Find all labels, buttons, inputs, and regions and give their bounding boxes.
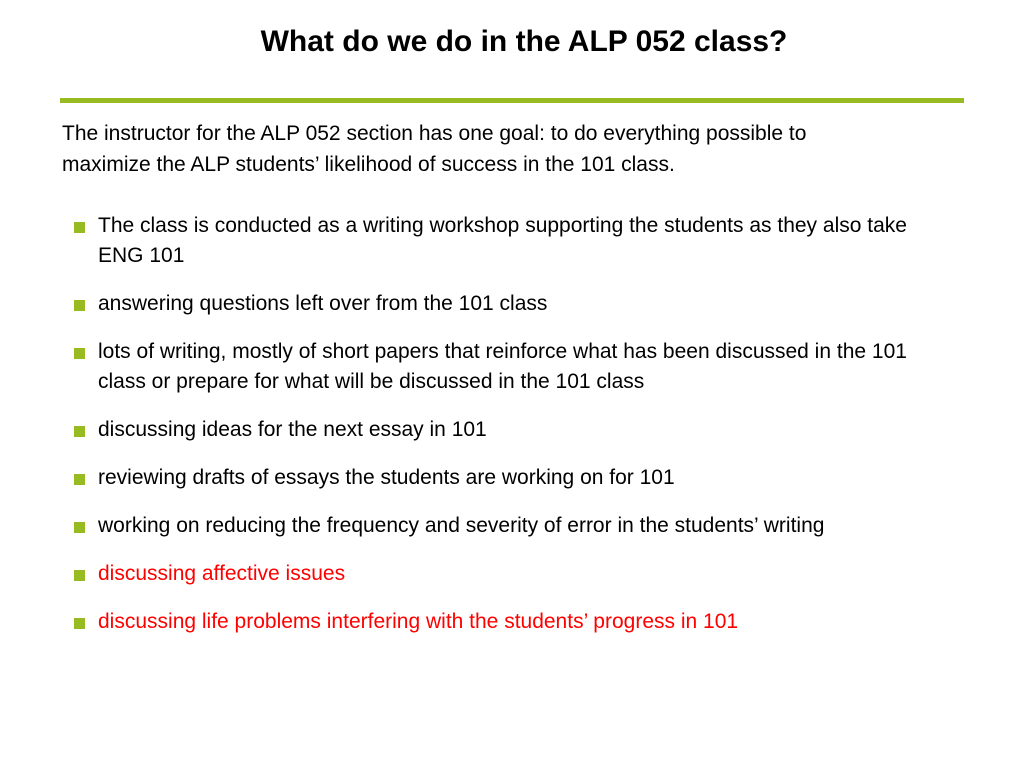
bullet-text: The class is conducted as a writing workshop supporting the students as they also take ENG 101 bbox=[98, 214, 907, 267]
square-bullet-icon bbox=[74, 522, 85, 533]
square-bullet-icon bbox=[74, 222, 85, 233]
square-bullet-icon bbox=[74, 474, 85, 485]
bullet-item bbox=[74, 511, 954, 541]
bullet-item bbox=[74, 289, 954, 319]
square-bullet-icon bbox=[74, 618, 85, 629]
bullet-item bbox=[74, 337, 954, 397]
bullet-text: discussing ideas for the next essay in 101 bbox=[98, 418, 487, 441]
square-bullet-icon bbox=[74, 300, 85, 311]
title-divider bbox=[60, 98, 964, 103]
slide-title: What do we do in the ALP 052 class? bbox=[260, 25, 788, 58]
bullet-text-highlighted: discussing life problems interfering with the students’ progress in 101 bbox=[98, 610, 739, 633]
square-bullet-icon bbox=[74, 570, 85, 581]
bullet-item bbox=[74, 559, 954, 589]
bullet-text: reviewing drafts of essays the students are working on for 101 bbox=[98, 466, 675, 489]
bullet-item bbox=[74, 463, 954, 493]
bullet-item bbox=[74, 211, 954, 271]
square-bullet-icon bbox=[74, 426, 85, 437]
square-bullet-icon bbox=[74, 348, 85, 359]
bullet-item bbox=[74, 415, 954, 445]
bullet-text-highlighted: discussing affective issues bbox=[98, 562, 346, 585]
bullet-item bbox=[74, 607, 954, 637]
bullet-text: answering questions left over from the 101 class bbox=[98, 292, 548, 315]
intro-paragraph: The instructor for the ALP 052 section has one goal: to do everything possible to maximize the ALP students’ likelihood of success in the 101 class. bbox=[62, 122, 807, 176]
bullet-text: working on reducing the frequency and severity of error in the students’ writing bbox=[98, 514, 825, 537]
bullet-text: lots of writing, mostly of short papers that reinforce what has been discussed in the 101 class or prepare for what will be discussed in the 101 class bbox=[98, 340, 907, 393]
bullet-list bbox=[74, 211, 954, 655]
